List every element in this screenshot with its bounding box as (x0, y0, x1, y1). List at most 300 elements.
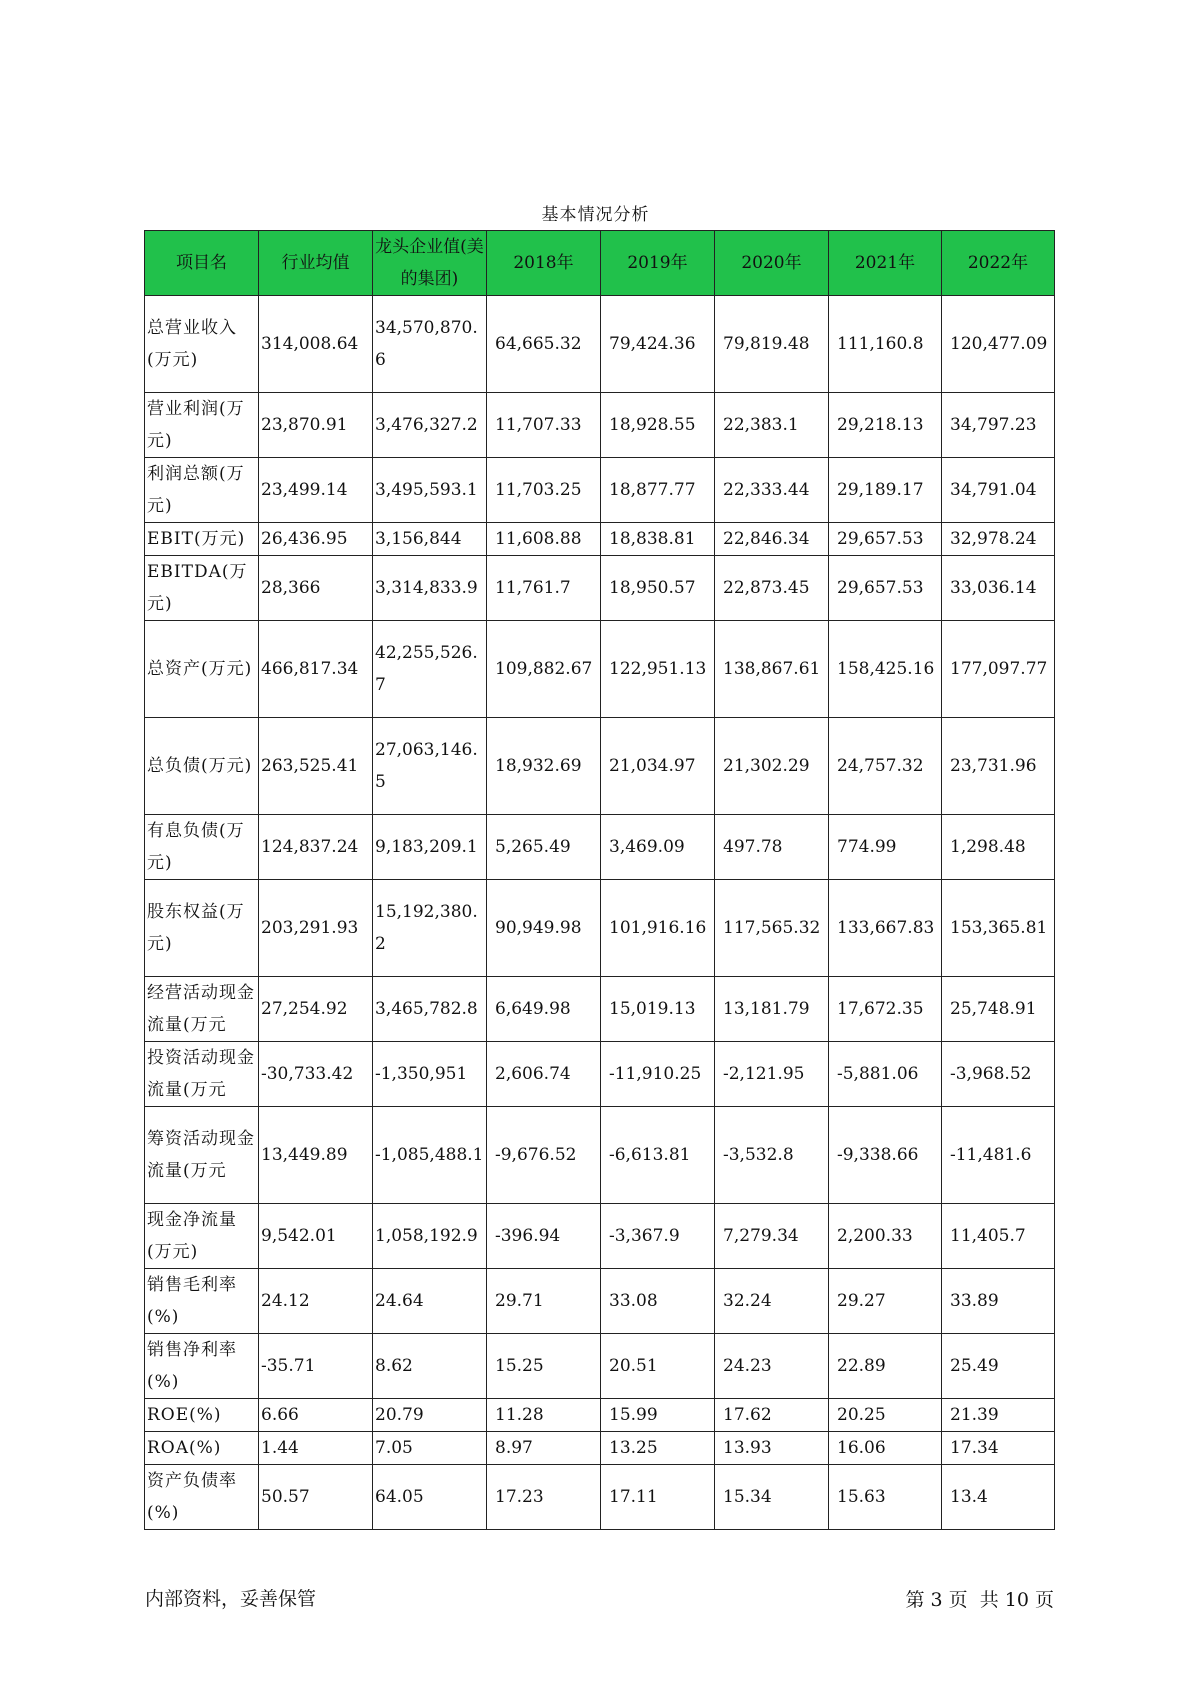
cell-value: 29,218.13 (837, 415, 924, 435)
row-label (145, 718, 259, 815)
cell-value: -6,613.81 (609, 1145, 691, 1165)
cell-value: 27,063,146.5 (375, 740, 478, 792)
cell-value: 13.25 (609, 1438, 658, 1458)
table-cell (601, 815, 715, 880)
cell-value: 13,449.89 (261, 1145, 348, 1165)
cell-value: 17,672.35 (837, 999, 924, 1019)
table-cell (601, 718, 715, 815)
table-cell (487, 621, 601, 718)
row-label (145, 1334, 259, 1399)
column-header: 行业均值 (259, 231, 373, 296)
cell-value: 15,019.13 (609, 999, 696, 1019)
table-cell (259, 815, 373, 880)
table-cell (487, 815, 601, 880)
cell-value: 133,667.83 (837, 918, 935, 938)
table-cell (259, 1465, 373, 1530)
table-cell (373, 977, 487, 1042)
table-cell (829, 1334, 942, 1399)
table-cell (715, 296, 829, 393)
cell-value: -2,121.95 (723, 1064, 805, 1084)
table-cell (259, 1269, 373, 1334)
table-cell (373, 523, 487, 556)
table-cell (487, 523, 601, 556)
cell-value: 15.25 (495, 1356, 544, 1376)
table-cell (829, 1107, 942, 1204)
cell-value: 24.23 (723, 1356, 772, 1376)
cell-value: 24,757.32 (837, 756, 924, 776)
table-cell (829, 523, 942, 556)
table-cell (715, 1399, 829, 1432)
table-cell (942, 556, 1055, 621)
table-row (145, 1042, 1055, 1107)
table-cell (373, 880, 487, 977)
cell-value: 11,707.33 (495, 415, 582, 435)
cell-value: 5,265.49 (495, 837, 571, 857)
cell-value: 22,383.1 (723, 415, 799, 435)
cell-value: 3,465,782.8 (375, 999, 478, 1019)
table-cell (373, 1204, 487, 1269)
table-cell (942, 1204, 1055, 1269)
table-cell (829, 458, 942, 523)
cell-value: 25.49 (950, 1356, 999, 1376)
table-cell (373, 718, 487, 815)
row-label-text: 股东权益(万元) (147, 902, 245, 954)
table-cell (601, 977, 715, 1042)
cell-value: 1,298.48 (950, 837, 1026, 857)
cell-value: -11,481.6 (950, 1145, 1032, 1165)
cell-value: -30,733.42 (261, 1064, 354, 1084)
table-cell (601, 393, 715, 458)
cell-value: 1,058,192.9 (375, 1226, 478, 1246)
table-row (145, 1465, 1055, 1530)
table-cell (942, 393, 1055, 458)
row-label (145, 393, 259, 458)
table-cell (942, 621, 1055, 718)
cell-value: 32,978.24 (950, 529, 1037, 549)
row-label (145, 1399, 259, 1432)
cell-value: 13.4 (950, 1487, 988, 1507)
table-cell (373, 1399, 487, 1432)
table-cell (373, 556, 487, 621)
cell-value: 29.27 (837, 1291, 886, 1311)
cell-value: 11.28 (495, 1405, 544, 1425)
cell-value: 1.44 (261, 1438, 299, 1458)
table-cell (601, 1334, 715, 1399)
cell-value: 3,495,593.1 (375, 480, 478, 500)
cell-value: 18,928.55 (609, 415, 696, 435)
cell-value: 29,657.53 (837, 578, 924, 598)
cell-value: 29.71 (495, 1291, 544, 1311)
cell-value: -9,338.66 (837, 1145, 919, 1165)
cell-value: 3,156,844 (375, 529, 462, 549)
table-cell (373, 1269, 487, 1334)
row-label-text: EBITDA(万元) (147, 562, 248, 614)
column-header: 2020年 (715, 231, 829, 296)
table-cell (601, 1204, 715, 1269)
table-cell (259, 977, 373, 1042)
cell-value: 18,838.81 (609, 529, 696, 549)
table-cell (601, 1465, 715, 1530)
cell-value: 177,097.77 (950, 659, 1048, 679)
cell-value: 79,819.48 (723, 334, 810, 354)
cell-value: 314,008.64 (261, 334, 359, 354)
table-cell (259, 1432, 373, 1465)
row-label (145, 296, 259, 393)
table-cell (829, 815, 942, 880)
table-row (145, 977, 1055, 1042)
cell-value: 466,817.34 (261, 659, 359, 679)
cell-value: 17.23 (495, 1487, 544, 1507)
table-cell (942, 1334, 1055, 1399)
table-cell (487, 1334, 601, 1399)
cell-value: 22.89 (837, 1356, 886, 1376)
cell-value: 13,181.79 (723, 999, 810, 1019)
table-cell (487, 556, 601, 621)
cell-value: -11,910.25 (609, 1064, 702, 1084)
row-label-text: 营业利润(万元) (147, 399, 245, 451)
cell-value: 90,949.98 (495, 918, 582, 938)
row-label-text: ROE(%) (147, 1405, 222, 1425)
cell-value: 24.12 (261, 1291, 310, 1311)
table-cell (259, 296, 373, 393)
table-body (145, 296, 1055, 1530)
cell-value: -35.71 (261, 1356, 316, 1376)
cell-value: 20.79 (375, 1405, 424, 1425)
cell-value: 22,846.34 (723, 529, 810, 549)
cell-value: 42,255,526.7 (375, 643, 478, 695)
row-label-text: 现金净流量(万元) (147, 1210, 237, 1262)
cell-value: 33.89 (950, 1291, 999, 1311)
table-cell (829, 1042, 942, 1107)
cell-value: -396.94 (495, 1226, 561, 1246)
cell-value: 23,870.91 (261, 415, 348, 435)
table-cell (373, 458, 487, 523)
table-cell (829, 880, 942, 977)
table-cell (373, 1107, 487, 1204)
table-cell (487, 1465, 601, 1530)
column-header: 2021年 (829, 231, 942, 296)
table-cell (259, 621, 373, 718)
table-cell (601, 1269, 715, 1334)
cell-value: 26,436.95 (261, 529, 348, 549)
table-cell (829, 1399, 942, 1432)
cell-value: 21,302.29 (723, 756, 810, 776)
cell-value: 79,424.36 (609, 334, 696, 354)
cell-value: 2,606.74 (495, 1064, 571, 1084)
cell-value: 50.57 (261, 1487, 310, 1507)
cell-value: 11,703.25 (495, 480, 582, 500)
table-cell (715, 393, 829, 458)
row-label-text: 总营业收入(万元) (147, 318, 237, 370)
cell-value: -3,367.9 (609, 1226, 680, 1246)
table-cell (715, 1432, 829, 1465)
table-row (145, 393, 1055, 458)
table-cell (601, 1107, 715, 1204)
cell-value: 28,366 (261, 578, 321, 598)
cell-value: 120,477.09 (950, 334, 1048, 354)
cell-value: 117,565.32 (723, 918, 821, 938)
cell-value: 203,291.93 (261, 918, 359, 938)
cell-value: -1,350,951 (375, 1064, 468, 1084)
table-cell (487, 1269, 601, 1334)
row-label-text: 利润总额(万元) (147, 464, 245, 516)
header-row (145, 231, 1055, 296)
cell-value: 9,542.01 (261, 1226, 337, 1246)
row-label (145, 1204, 259, 1269)
table-cell (487, 458, 601, 523)
table-row (145, 523, 1055, 556)
table-cell (601, 458, 715, 523)
table-cell (259, 1204, 373, 1269)
row-label-text: 经营活动现金流量(万元 (147, 983, 255, 1035)
cell-value: 21.39 (950, 1405, 999, 1425)
table-cell (487, 1042, 601, 1107)
table-cell (487, 393, 601, 458)
table-cell (715, 556, 829, 621)
table-row (145, 1269, 1055, 1334)
cell-value: 29,189.17 (837, 480, 924, 500)
cell-value: 22,873.45 (723, 578, 810, 598)
row-label (145, 880, 259, 977)
cell-value: 23,731.96 (950, 756, 1037, 776)
cell-value: 22,333.44 (723, 480, 810, 500)
table-cell (942, 718, 1055, 815)
row-label (145, 1042, 259, 1107)
row-label (145, 556, 259, 621)
table-cell (715, 1465, 829, 1530)
cell-value: 33.08 (609, 1291, 658, 1311)
table-cell (601, 523, 715, 556)
table-cell (487, 977, 601, 1042)
cell-value: 15.34 (723, 1487, 772, 1507)
table-cell (259, 718, 373, 815)
cell-value: 9,183,209.1 (375, 837, 478, 857)
cell-value: 7.05 (375, 1438, 413, 1458)
table-cell (715, 977, 829, 1042)
column-header: 2018年 (487, 231, 601, 296)
cell-value: -5,881.06 (837, 1064, 919, 1084)
table-cell (715, 621, 829, 718)
cell-value: 21,034.97 (609, 756, 696, 776)
cell-value: 15.99 (609, 1405, 658, 1425)
cell-value: 122,951.13 (609, 659, 707, 679)
table-cell (942, 1269, 1055, 1334)
cell-value: 20.25 (837, 1405, 886, 1425)
cell-value: 774.99 (837, 837, 897, 857)
cell-value: -3,968.52 (950, 1064, 1032, 1084)
cell-value: 17.11 (609, 1487, 658, 1507)
table-cell (601, 556, 715, 621)
table-row (145, 296, 1055, 393)
cell-value: 15,192,380.2 (375, 902, 478, 954)
cell-value: 3,314,833.9 (375, 578, 478, 598)
cell-value: 13.93 (723, 1438, 772, 1458)
table-cell (715, 458, 829, 523)
cell-value: 124,837.24 (261, 837, 359, 857)
cell-value: 138,867.61 (723, 659, 821, 679)
cell-value: 6.66 (261, 1405, 299, 1425)
cell-value: 109,882.67 (495, 659, 593, 679)
cell-value: 18,877.77 (609, 480, 696, 500)
table-cell (715, 718, 829, 815)
row-label-text: ROA(%) (147, 1438, 222, 1458)
table-cell (829, 296, 942, 393)
row-label-text: 总资产(万元) (147, 659, 253, 679)
table-cell (259, 1399, 373, 1432)
table-cell (601, 621, 715, 718)
table-row (145, 1107, 1055, 1204)
table-row (145, 1334, 1055, 1399)
cell-value: 17.62 (723, 1405, 772, 1425)
row-label-text: 销售净利率(%) (147, 1340, 237, 1392)
cell-value: 101,916.16 (609, 918, 707, 938)
cell-value: 34,791.04 (950, 480, 1037, 500)
row-label-text: 总负债(万元) (147, 756, 253, 776)
table-cell (715, 523, 829, 556)
table-cell (487, 1399, 601, 1432)
table-row (145, 815, 1055, 880)
table-cell (259, 1107, 373, 1204)
column-header: 项目名 (145, 231, 259, 296)
table-cell (373, 1042, 487, 1107)
cell-value: 497.78 (723, 837, 783, 857)
cell-value: 7,279.34 (723, 1226, 799, 1246)
cell-value: 20.51 (609, 1356, 658, 1376)
row-label-text: 销售毛利率(%) (147, 1275, 237, 1327)
table-cell (601, 296, 715, 393)
column-header: 龙头企业值(美的集团) (373, 231, 487, 296)
table-cell (487, 1432, 601, 1465)
financial-table (144, 230, 1055, 1530)
table-row (145, 1204, 1055, 1269)
cell-value: 32.24 (723, 1291, 772, 1311)
table-cell (487, 1204, 601, 1269)
cell-value: 29,657.53 (837, 529, 924, 549)
table-cell (259, 393, 373, 458)
cell-value: 17.34 (950, 1438, 999, 1458)
cell-value: 15.63 (837, 1487, 886, 1507)
table-cell (601, 1399, 715, 1432)
row-label (145, 815, 259, 880)
table-cell (942, 296, 1055, 393)
footer-confidential-note: 内部资料，妥善保管 (145, 1588, 317, 1610)
table-cell (829, 621, 942, 718)
cell-value: 64,665.32 (495, 334, 582, 354)
cell-value: 11,405.7 (950, 1226, 1026, 1246)
table-cell (373, 621, 487, 718)
table-cell (829, 718, 942, 815)
table-row (145, 621, 1055, 718)
cell-value: 34,570,870.6 (375, 318, 478, 370)
table-row (145, 1399, 1055, 1432)
row-label (145, 1269, 259, 1334)
table-cell (942, 1465, 1055, 1530)
table-cell (942, 1042, 1055, 1107)
table-cell (373, 1432, 487, 1465)
table-cell (942, 977, 1055, 1042)
cell-value: -1,085,488.1 (375, 1145, 484, 1165)
table-cell (715, 880, 829, 977)
table-cell (259, 523, 373, 556)
column-header: 2022年 (942, 231, 1055, 296)
cell-value: 33,036.14 (950, 578, 1037, 598)
row-label (145, 977, 259, 1042)
table-cell (487, 296, 601, 393)
cell-value: -3,532.8 (723, 1145, 794, 1165)
footer-page-number: 第 3 页 共 10 页 (905, 1589, 1054, 1611)
cell-value: 6,649.98 (495, 999, 571, 1019)
table-cell (259, 458, 373, 523)
cell-value: 16.06 (837, 1438, 886, 1458)
cell-value: 2,200.33 (837, 1226, 913, 1246)
row-label (145, 1432, 259, 1465)
cell-value: 24.64 (375, 1291, 424, 1311)
cell-value: 263,525.41 (261, 756, 359, 776)
cell-value: 111,160.8 (837, 334, 924, 354)
table-cell (829, 1432, 942, 1465)
table-title: 基本情况分析 (541, 205, 650, 225)
cell-value: 34,797.23 (950, 415, 1037, 435)
table-cell (373, 1334, 487, 1399)
row-label (145, 1107, 259, 1204)
row-label-text: 有息负债(万元) (147, 821, 245, 873)
table-cell (829, 977, 942, 1042)
table-cell (487, 880, 601, 977)
table-row (145, 718, 1055, 815)
table-cell (259, 880, 373, 977)
cell-value: 11,761.7 (495, 578, 571, 598)
cell-value: 25,748.91 (950, 999, 1037, 1019)
cell-value: 27,254.92 (261, 999, 348, 1019)
table-cell (715, 815, 829, 880)
table-cell (259, 1334, 373, 1399)
cell-value: 18,950.57 (609, 578, 696, 598)
cell-value: -9,676.52 (495, 1145, 577, 1165)
cell-value: 18,932.69 (495, 756, 582, 776)
row-label (145, 458, 259, 523)
column-header: 2019年 (601, 231, 715, 296)
table-cell (942, 815, 1055, 880)
cell-value: 64.05 (375, 1487, 424, 1507)
table-cell (373, 815, 487, 880)
table-cell (259, 1042, 373, 1107)
table-cell (259, 556, 373, 621)
table-cell (715, 1334, 829, 1399)
row-label-text: EBIT(万元) (147, 529, 246, 549)
table-cell (942, 880, 1055, 977)
table-row (145, 1432, 1055, 1465)
cell-value: 23,499.14 (261, 480, 348, 500)
row-label (145, 523, 259, 556)
table-cell (715, 1107, 829, 1204)
table-cell (942, 1399, 1055, 1432)
row-label-text: 投资活动现金流量(万元 (147, 1048, 255, 1100)
table-cell (829, 1465, 942, 1530)
row-label (145, 1465, 259, 1530)
row-label-text: 资产负债率(%) (147, 1471, 237, 1523)
table-cell (601, 1432, 715, 1465)
table-cell (715, 1042, 829, 1107)
row-label-text: 筹资活动现金流量(万元 (147, 1129, 255, 1181)
cell-value: 3,469.09 (609, 837, 685, 857)
table-cell (942, 1432, 1055, 1465)
table-cell (601, 1042, 715, 1107)
table-row (145, 880, 1055, 977)
table-cell (829, 1204, 942, 1269)
table-cell (942, 458, 1055, 523)
cell-value: 8.62 (375, 1356, 413, 1376)
cell-value: 158,425.16 (837, 659, 935, 679)
